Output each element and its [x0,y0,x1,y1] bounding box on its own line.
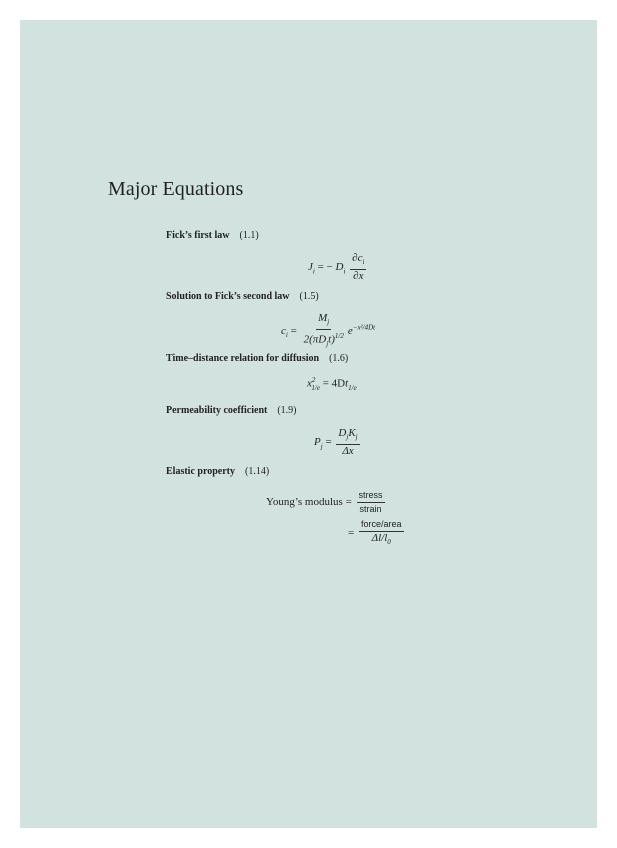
page [20,20,597,828]
equation-permeability: $P_j$ = $\frac{D_jK_j}{\Delta x}$ [314,427,358,458]
fraction: $\frac{\text{force/area}}{\Delta l/l_0}$ [360,519,402,547]
section-label-elastic-property [166,466,269,477]
section-title: Solution to Fick’s second law [166,291,290,302]
section-title: Elastic property [166,466,235,477]
equation-ref: (1.14) [244,466,270,477]
fraction: $\frac{D_jK_j}{\Delta x}$ [338,427,358,458]
equation-time-distance: $x^2_{1/e} = 4Dt_{1/e}$ [307,376,357,392]
fraction: $\frac{\partial c_i}{\partial x}$ [352,252,365,283]
section-label-ficks-second-law [166,291,319,302]
equation-ref: (1.9) [277,405,297,416]
equation-ficks-second-law: $c_i$ = $\frac{M_j}{2(\pi D_jt)^{1/2}}$ $e^{-x^2/4Dt}$ [281,312,375,351]
equation-ficks-first-law: $J_i$ = − $D_i$ $\frac{\partial c_i}{\partial x}$ [308,252,365,283]
section-label-permeability [166,405,297,416]
equation-ref: (1.6) [329,353,349,364]
section-title: Fick’s first law [166,230,230,241]
section-label-ficks-first-law [166,230,259,241]
equation-youngs-modulus: Young’s modulus = $\frac{\text{stress}}{\text{strain}}$ [266,490,383,514]
equation-ref: (1.5) [299,291,319,302]
section-title: Time–distance relation for diffusion [166,353,320,364]
section-title: Permeability coefficient [166,405,268,416]
equation-youngs-modulus-expanded: = $\frac{\text{force/area}}{\Delta l/l_0}$ [348,518,406,549]
fraction: $\frac{\text{stress}}{\text{strain}}$ [358,490,383,514]
page-title: Major Equations [108,178,244,200]
equation-ref: (1.1) [239,230,259,241]
section-label-time-distance [166,353,348,364]
fraction: $\frac{M_j}{2(\pi D_jt)^{1/2}}$ [303,312,344,349]
